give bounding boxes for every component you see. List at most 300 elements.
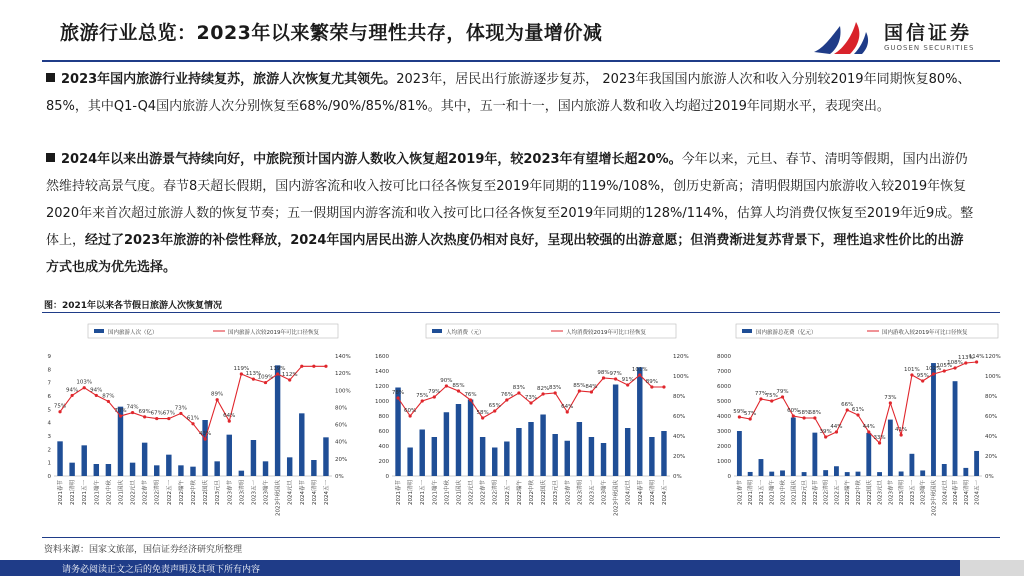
x-tick-label: 2024元旦 [942,480,949,505]
chart-point [802,416,805,419]
y-left-tick-label: 7000 [717,369,731,375]
chart-bar [834,466,839,476]
chart-per-capita-spending [366,322,696,522]
data-label: 91% [621,377,634,383]
data-label: 83% [549,385,562,391]
chart-point [433,395,436,398]
x-tick-label: 2023春节 [565,480,572,505]
x-tick-label: 2021国庆 [456,480,463,505]
chart-bar [57,441,62,476]
y-right-tick-label: 60% [335,422,348,429]
chart-svg [28,322,358,522]
bullet-square-icon [46,73,55,82]
data-label: 95% [916,373,929,379]
logo-text-en: GUOSEN SECURITIES [884,44,975,52]
data-label: 79% [428,389,441,395]
chart-point [964,361,967,364]
chart-point [505,398,508,401]
chart-point [240,372,243,375]
x-tick-label: 2021春节 [396,480,403,505]
chart-bar [311,460,316,476]
y-left-tick-label: 1400 [375,369,389,375]
chart-bar [504,442,509,477]
data-label: 73% [884,395,897,401]
y-left-tick-label: 0 [47,474,51,480]
chart-bar [877,472,882,476]
chart-point [749,417,752,420]
chart-point [324,365,327,368]
chart-bar [856,472,861,476]
chart-point [932,372,935,375]
chart-point [481,416,484,419]
footer-rule [42,537,1000,538]
y-right-tick-label: 100% [985,374,1001,380]
chart-point [781,395,784,398]
data-label: 98% [597,370,610,376]
chart-bar [456,404,461,476]
x-tick-label: 2022国庆 [541,480,548,505]
x-tick-label: 2023端午 [920,480,927,505]
x-tick-label: 2022清明 [823,480,830,505]
data-label: 87% [102,393,115,400]
y-left-tick-label: 4 [47,420,51,427]
x-tick-label: 2023春节 [227,480,234,505]
data-label: 59% [733,409,746,415]
y-right-tick-label: 80% [335,405,348,412]
chart-bar [275,365,280,476]
x-tick-label: 2021五一 [758,480,765,505]
chart-bar [323,437,328,476]
chart-point [312,365,315,368]
data-label: 76% [464,392,477,398]
chart-bar [931,363,936,476]
x-tick-label: 2023中秋国庆 [275,480,282,516]
data-label: 102% [925,366,942,372]
y-right-tick-label: 120% [985,354,1001,360]
chart-bar [613,385,618,477]
data-label: 83% [512,385,526,391]
chart-bar [94,464,99,476]
chart-point [155,417,158,420]
chart-bar [239,471,244,476]
chart-point [900,433,903,436]
y-left-tick-label: 6 [47,394,51,400]
chart-bar [637,367,642,476]
data-label: 109% [257,374,274,381]
y-left-tick-label: 3 [47,434,51,440]
chart-svg [366,322,696,522]
logo-text-cn: 国信证券 [884,22,973,44]
chart-point [602,376,605,379]
chart-point [276,372,279,375]
data-label: 101% [631,367,648,373]
chart-point [83,386,86,389]
data-label: 84% [585,384,598,390]
data-label: 44% [862,424,875,430]
y-left-tick-label: 200 [378,459,389,465]
chart-bar [516,428,521,476]
chart-bar [577,422,582,476]
data-label: 60% [787,408,800,414]
data-label: 75% [765,393,778,399]
chart-line [739,362,976,443]
y-left-tick-label: 800 [378,414,389,420]
data-label: 61% [851,407,865,413]
data-label: 67% [150,410,163,417]
chart-point [541,392,544,395]
chart-bar [178,465,183,476]
guosen-logo-icon [810,18,870,58]
y-left-tick-label: 600 [378,429,389,435]
x-tick-label: 2022春节 [480,480,487,505]
data-label: 73% [524,395,538,401]
chart-point [846,408,849,411]
x-tick-label: 2021中秋 [444,480,451,505]
chart-bar [780,470,785,476]
x-tick-label: 2023春节 [888,480,895,505]
data-label: 64% [223,413,236,420]
x-tick-label: 2023端午 [601,480,608,505]
chart-bar [106,464,111,476]
chart-bar [866,433,871,476]
chart-point [58,410,61,413]
x-tick-label: 2022端午 [516,480,523,505]
data-label: 41% [895,427,908,433]
chart-point [662,385,665,388]
data-label: 85% [573,383,586,389]
x-tick-label: 2023五一 [589,480,596,505]
y-left-tick-label: 7 [47,380,51,387]
chart-point [288,378,291,381]
x-tick-label: 2022元旦 [802,480,809,505]
figure-source: 资料来源：国家文旅部，国信证券经济研究所整理 [44,545,243,555]
y-left-tick-label: 4000 [717,414,731,420]
chart-bar [407,448,412,477]
chart-point [529,401,532,404]
x-tick-label: 2023中秋国庆 [613,480,620,516]
x-tick-label: 2022国庆 [866,480,873,505]
legend-bar-swatch [94,329,104,333]
x-tick-label: 2023五一 [251,480,258,505]
y-right-tick-label: 0% [335,474,344,480]
data-label: 66% [841,402,854,408]
y-right-tick-label: 100% [335,388,351,395]
chart-bar [942,464,947,476]
chart-point [578,389,581,392]
data-label: 64% [561,404,574,410]
chart-bar [974,451,979,476]
y-left-tick-label: 0 [727,474,731,480]
x-tick-label: 2023元旦 [215,480,222,505]
x-tick-label: 2021五一 [420,480,427,505]
chart-point [493,409,496,412]
x-tick-label: 2024五一 [974,480,981,505]
chart-bar [214,461,219,476]
data-label: 58% [808,410,821,416]
chart-point [228,420,231,423]
y-left-tick-label: 1600 [375,354,389,360]
chart-point [300,365,303,368]
data-label: 70% [114,408,127,414]
y-right-tick-label: 80% [985,394,998,400]
y-right-tick-label: 60% [673,414,686,420]
data-label: 76% [500,392,513,398]
x-tick-label: 2022中秋 [856,480,862,505]
chart-point [638,373,641,376]
data-label: 43% [198,431,212,438]
figure-rule [42,312,1000,313]
chart-point [191,422,194,425]
y-left-tick-label: 8 [47,367,51,374]
legend-line-label: 国内旅游人次较2019年可比口径恢复 [228,330,319,336]
x-tick-label: 2021清明 [748,480,755,505]
chart-bar [888,420,893,476]
chart-bar [812,433,817,476]
chart-point [264,381,267,384]
legend-line-label: 国内游收入较2019年可比口径恢复 [882,330,968,336]
data-label: 90% [440,378,453,384]
chart-bar [528,422,533,476]
chart-bar [227,435,232,476]
data-label: 67% [162,410,175,417]
y-left-tick-label: 1200 [375,384,389,390]
data-label: 77% [754,391,768,397]
x-tick-label: 2024五一 [661,480,668,505]
y-right-tick-label: 0% [985,474,994,480]
data-label: 39% [819,429,832,435]
y-right-tick-label: 80% [673,394,686,400]
chart-bar [737,431,742,476]
chart-point [867,430,870,433]
chart-point [792,414,795,417]
chart-bar [166,455,171,476]
data-label: 113% [957,355,974,361]
y-right-tick-label: 60% [985,414,998,420]
data-label: 103% [76,379,93,386]
chart-point [457,389,460,392]
data-label: 119% [269,366,286,372]
data-label: 74% [126,404,139,411]
chart-bar [81,445,86,476]
x-tick-label: 2021清明 [70,480,77,505]
chart-point [889,401,892,404]
data-label: 61% [186,415,200,422]
chart-point [614,377,617,380]
data-label: 79% [776,389,789,395]
y-right-tick-label: 40% [673,434,686,440]
y-left-tick-label: 6000 [717,384,731,390]
x-tick-label: 2022春节 [142,480,149,505]
y-left-tick-label: 1000 [375,399,389,405]
y-left-tick-label: 5000 [717,399,731,405]
data-label: 94% [66,387,79,394]
y-right-tick-label: 20% [985,454,998,460]
chart-bar [953,381,958,476]
y-left-tick-label: 2000 [717,444,731,450]
chart-bar [649,437,654,476]
chart-point [167,417,170,420]
figure-title: 图：2021年以来各节假日旅游人次恢复情况 [44,301,223,311]
chart-bar [263,461,268,476]
data-label: 101% [904,367,920,373]
x-tick-label: 2023端午 [263,480,270,505]
x-tick-label: 2024清明 [311,480,318,505]
x-tick-label: 2024元旦 [625,480,632,505]
chart-bar [823,470,828,476]
chart-point [824,435,827,438]
chart-bar [769,472,774,476]
chart-bar [130,463,135,476]
chart-bar [601,443,606,476]
chart-bar [802,472,807,476]
chart-point [119,414,122,417]
chart-point [921,379,924,382]
x-tick-label: 2023元旦 [877,480,884,505]
chart-point [835,430,838,433]
x-tick-label: 2022清明 [492,480,499,505]
x-tick-label: 2022端午 [178,480,185,505]
chart-point [554,391,557,394]
chart-bar [190,467,195,476]
chart-bar [909,454,914,476]
x-tick-label: 2021端午 [94,480,101,505]
x-tick-label: 2024清明 [649,480,656,505]
company-logo [800,12,980,62]
x-tick-label: 2023五一 [909,480,916,505]
data-label: 105% [936,363,953,369]
x-tick-label: 2024元旦 [287,480,294,505]
data-label: 113% [245,371,262,378]
x-tick-label: 2023清明 [239,480,246,505]
x-tick-label: 2021端午 [432,480,439,505]
chart-bar [845,472,850,476]
chart-point [975,360,978,363]
chart-point [252,378,255,381]
chart-bar [899,472,904,477]
data-label: 69% [138,408,151,415]
chart-point [650,385,653,388]
y-left-tick-label: 3000 [717,429,731,435]
chart-bar [540,415,545,477]
x-tick-label: 2021五一 [82,480,89,505]
data-label: 75% [416,393,429,399]
chart-point [590,390,593,393]
chart-bar [963,468,968,476]
x-tick-label: 2021国庆 [118,480,125,505]
chart-bar [287,457,292,476]
paragraph-body: 2023年，居民出行旅游逐步复苏， 2023年我国国内旅游人次和收入分别较2019年同期恢复80%、85%，其中Q1-Q4国内旅游人次分别恢复至68%/90%/85%/81%。其中，五一和十一，国内旅游人数和收入均超过2019年同期水平，表现突出。 [46,72,971,114]
data-label: 73% [174,405,188,412]
chart-bar [142,443,147,476]
legend-bar-label: 国内旅游总花费（亿元） [756,330,817,336]
chart-bar [552,434,557,476]
data-label: 58% [476,410,489,416]
y-left-tick-label: 5 [47,407,51,414]
data-label: 65% [488,403,501,409]
x-tick-label: 2022五一 [834,480,841,505]
paragraph-lead: 2024年以来出游景气持续向好，中旅院预计国内游人数收入恢复超2019年，较2023年有望增长超20%。 [61,152,682,167]
x-tick-label: 2021清明 [408,480,415,505]
paragraph-2024-outlook [46,146,976,281]
y-left-tick-label: 8000 [717,354,731,360]
chart-tourist-trips [28,322,358,522]
chart-bar [480,437,485,476]
x-tick-label: 2021春节 [737,480,744,505]
chart-point [396,396,399,399]
x-tick-label: 2023清明 [577,480,584,505]
data-label: 33% [873,435,886,441]
x-tick-label: 2024春节 [299,480,306,505]
chart-point [131,411,134,414]
x-tick-label: 2024春节 [953,480,960,505]
y-left-tick-label: 1000 [717,459,731,465]
data-label: 60% [404,408,417,414]
chart-point [203,438,206,441]
chart-bar [154,465,159,476]
y-right-tick-label: 120% [673,354,689,360]
chart-bar [69,463,74,476]
x-tick-label: 2021国庆 [791,480,798,505]
chart-point [813,416,816,419]
data-label: 44% [830,424,843,430]
legend-bar-swatch [432,329,442,333]
chart-point [759,397,762,400]
y-left-tick-label: 2 [47,447,51,454]
data-label: 78% [391,390,405,396]
y-left-tick-label: 9 [47,354,51,360]
legend-bar-label: 国内旅游人次（亿） [108,330,158,336]
x-tick-label: 2024五一 [323,480,330,505]
page-title: 旅游行业总览：2023年以来繁荣与理性共存，体现为量增价减 [60,22,603,44]
data-label: 75% [53,403,67,410]
x-tick-label: 2023清明 [899,480,906,505]
chart-bar [202,420,207,476]
chart-bar [748,472,753,476]
x-tick-label: 2021中秋 [106,480,113,505]
y-right-tick-label: 140% [335,354,351,360]
chart-bar [791,418,796,477]
x-tick-label: 2022国庆 [203,480,210,505]
y-right-tick-label: 20% [335,456,348,463]
chart-point [738,415,741,418]
x-tick-label: 2022中秋 [191,480,197,505]
paragraph-2023-recovery [46,66,976,120]
chart-bar [299,413,304,476]
y-right-tick-label: 40% [335,439,348,446]
header-rule [42,60,1000,62]
data-label: 108% [947,360,963,366]
chart-bar [920,470,925,476]
chart-bar [565,441,570,476]
x-tick-label: 2022元旦 [468,480,475,505]
chart-svg [708,322,1008,522]
paragraph-lead: 2023年国内旅游行业持续复苏，旅游人次恢复尤其领先。 [61,72,397,87]
chart-point [770,399,773,402]
chart-point [878,441,881,444]
chart-bar [419,430,424,477]
chart-point [856,413,859,416]
y-right-tick-label: 0% [673,474,682,480]
chart-bar [661,431,666,476]
x-tick-label: 2022清明 [154,480,161,505]
data-label: 89% [211,391,224,398]
chart-tourism-revenue [708,322,1008,522]
x-tick-label: 2022五一 [166,480,173,505]
chart-bar [759,459,764,476]
chart-point [143,415,146,418]
chart-bar [625,428,630,476]
chart-point [943,369,946,372]
